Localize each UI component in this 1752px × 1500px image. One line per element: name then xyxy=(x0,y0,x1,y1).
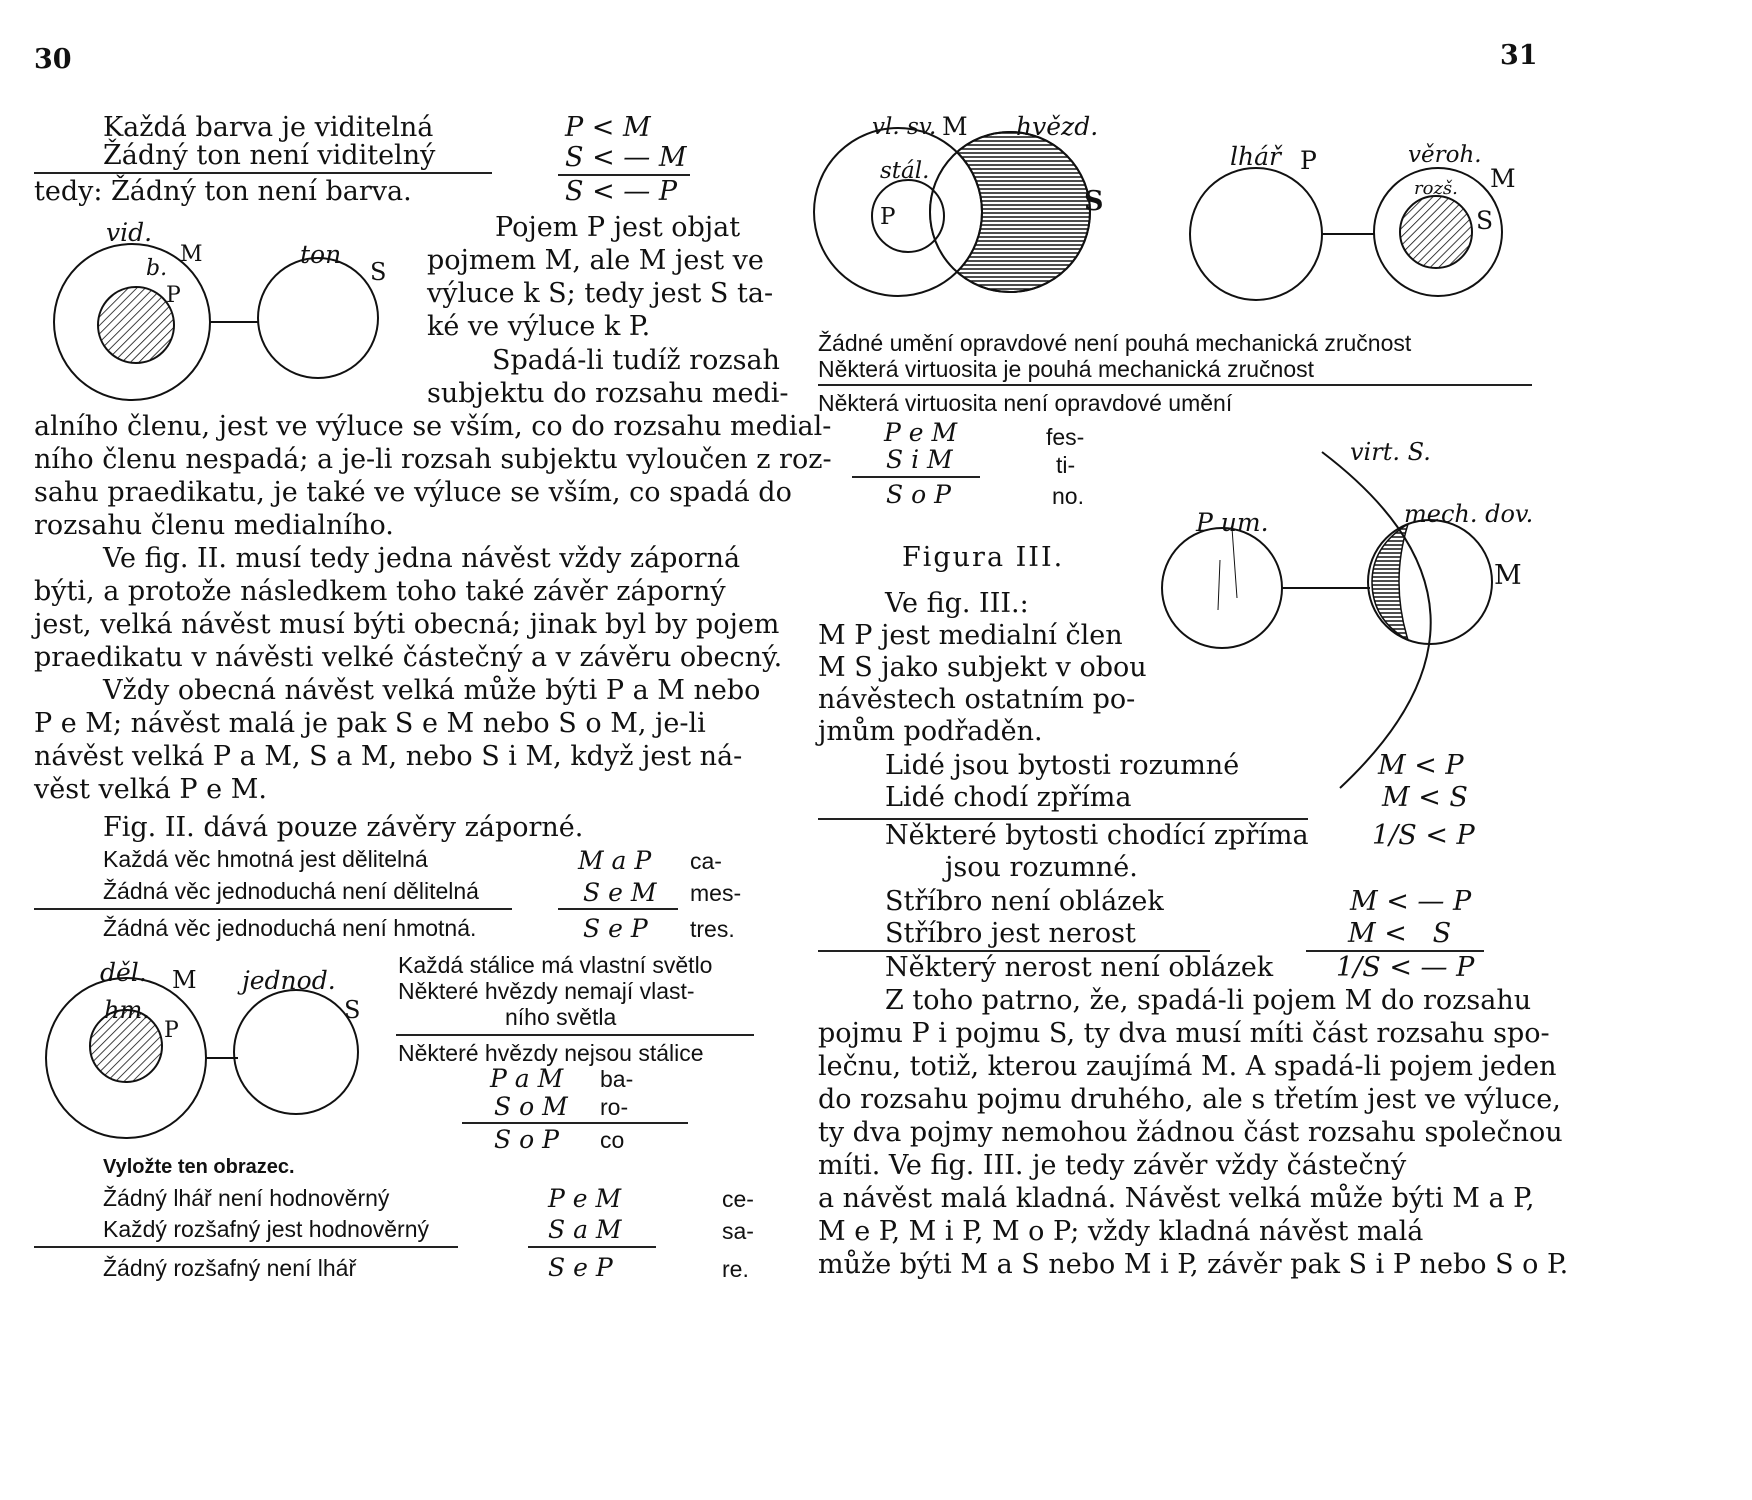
diag1-label-vid: vid. xyxy=(106,218,153,247)
syl1-premise-minor: Žádný ton není viditelný xyxy=(103,140,436,171)
syl5-conclusion: Některá virtuosita není opravdové umění xyxy=(818,390,1233,416)
para5-line-9: může býti M a S nebo M i P, závěr pak S i P nebo S o P. xyxy=(818,1249,1569,1280)
para3-line-4: praedikatu v návěsti velké částečný a v závěru obecný. xyxy=(34,642,783,673)
syl5-formula-3: S o P xyxy=(886,480,951,509)
syl4-mnemonic-3: re. xyxy=(722,1256,749,1282)
syl3-formula-1: P a M xyxy=(490,1064,564,1093)
syl2-formula-1: M a P xyxy=(578,846,652,875)
syl7-premise-major: Stříbro není oblázek xyxy=(885,886,1164,917)
para2-line-2: subjektu do rozsahu medi- xyxy=(427,378,789,409)
syl7-premise-minor: Stříbro jest nerost xyxy=(885,918,1136,949)
syl7-conclusion: Některý nerost není oblázek xyxy=(885,952,1274,983)
syl5-premise-minor: Některá virtuosita je pouhá mechanická zručnost xyxy=(818,356,1315,382)
diag1-label-M: M xyxy=(180,242,203,267)
syl6-formula-1: M < P xyxy=(1378,750,1464,781)
diag5-label-virt: virt. S. xyxy=(1350,438,1431,466)
syl5-mnemonic-2: ti- xyxy=(1056,452,1076,478)
diag5-label-M: M xyxy=(1494,560,1522,591)
fig3-line-4: jmům podřaděn. xyxy=(818,716,1043,747)
para4-line-4: věst velká P e M. xyxy=(34,774,267,805)
syl4-formula-1: P e M xyxy=(548,1184,622,1213)
para5-line-1: Z toho patrno, že, spadá-li pojem M do rozsahu xyxy=(885,985,1532,1016)
syl1-premise-major: Každá barva je viditelná xyxy=(103,112,434,143)
syl1-conclusion: tedy: Žádný ton není barva. xyxy=(34,176,412,207)
syl4-mnemonic-1: ce- xyxy=(722,1186,754,1212)
diag2-label-hm: hm. xyxy=(104,996,150,1024)
diag3-label-vlsv: vl. sv. xyxy=(872,114,937,140)
syl4-premise-major: Žádný lhář není hodnověrný xyxy=(103,1185,390,1211)
diag4-label-veroh: věroh. xyxy=(1408,142,1482,168)
para2-line-3: alního členu, jest ve výluce se vším, co do rozsahu medial- xyxy=(34,411,832,442)
syl3-mnemonic-1: ba- xyxy=(600,1066,634,1092)
diag1-label-ton: ton xyxy=(300,240,342,269)
page-number-right: 31 xyxy=(1500,40,1538,71)
syl5-mnemonic-3: no. xyxy=(1052,483,1084,509)
diag2-label-S: S xyxy=(344,996,361,1024)
diag4-label-M: M xyxy=(1490,164,1516,193)
syl2-mnemonic-1: ca- xyxy=(690,848,722,874)
fig2-heading: Fig. II. dává pouze závěry záporné. xyxy=(103,812,584,843)
syl4-formula-3: S e P xyxy=(548,1253,613,1282)
syl2-premise-minor: Žádná věc jednoduchá není dělitelná xyxy=(103,878,479,904)
diag5-label-Pum: P um. xyxy=(1196,508,1269,537)
para1-line-4: ké ve výluce k P. xyxy=(427,311,651,342)
diagram-3 xyxy=(814,128,1090,296)
syl3-conclusion: Některé hvězdy nejsou stálice xyxy=(398,1040,704,1066)
diag4-label-lhar: lhář xyxy=(1230,142,1281,171)
para5-line-7: a návěst malá kladná. Návěst velká může býti M a P, xyxy=(818,1183,1535,1214)
exercise-instruction: Vyložte ten obrazec. xyxy=(103,1156,295,1178)
syl3-formula-3: S o P xyxy=(494,1125,559,1154)
para3-line-1: Ve fig. II. musí tedy jedna návěst vždy záporná xyxy=(103,543,741,574)
para5-line-2: pojmu P i pojmu S, ty dva musí míti část rozsahu spo- xyxy=(818,1018,1550,1049)
page-number-left: 30 xyxy=(34,44,72,75)
syl4-formula-2: S a M xyxy=(548,1215,622,1244)
syl2-mnemonic-2: mes- xyxy=(690,880,742,906)
para1-line-3: výluce k S; tedy jest S ta- xyxy=(427,278,774,309)
syl3-premise-minor: Některé hvězdy nemají vlast- xyxy=(398,978,695,1004)
diag1-label-b: b. xyxy=(146,256,168,281)
syl6-conclusion: Některé bytosti chodící zpříma xyxy=(885,820,1309,851)
fig3-line-2: M S jako subjekt v obou xyxy=(818,652,1147,683)
para1-line-1: Pojem P jest objat xyxy=(495,212,741,243)
syl7-formula-2: M < S xyxy=(1348,918,1452,949)
syl4-conclusion: Žádný rozšafný není lhář xyxy=(103,1255,357,1281)
syl2-conclusion: Žádná věc jednoduchá není hmotná. xyxy=(103,915,477,941)
para5-line-8: M e P, M i P, M o P; vždy kladná návěst malá xyxy=(818,1216,1424,1247)
diag5-label-mech: mech. dov. xyxy=(1404,500,1534,528)
para4-line-3: návěst velká P a M, S a M, nebo S i M, když jest ná- xyxy=(34,741,743,772)
para5-line-4: do rozsahu pojmu druhého, ale s třetím jest ve výluce, xyxy=(818,1084,1561,1115)
syl5-formula-1: P e M xyxy=(884,418,958,447)
syl3-formula-2: S o M xyxy=(494,1092,568,1121)
para5-line-3: lečnu, totiž, kterou zaujímá M. A spadá-li pojem jeden xyxy=(818,1051,1557,1082)
diag3-label-P: P xyxy=(880,204,896,230)
diag2-label-M: M xyxy=(172,966,197,994)
diag2-label-del: děl. xyxy=(100,958,147,987)
syl5-mnemonic-1: fes- xyxy=(1046,424,1085,450)
para4-line-2: P e M; návěst malá je pak S e M nebo S o M, je-li xyxy=(34,708,706,739)
diag3-label-S: S xyxy=(1084,186,1104,217)
diagram-2 xyxy=(46,978,361,1138)
para5-line-5: ty dva pojmy nemohou žádnou část rozsahu společnou xyxy=(818,1117,1563,1148)
figure-caption: Figura III. xyxy=(902,542,1065,573)
syl1-formula-2: S < — M xyxy=(565,142,687,173)
diag1-label-P: P xyxy=(166,283,181,308)
para2-line-1: Spadá-li tudíž rozsah xyxy=(492,345,780,376)
syl3-premise-major: Každá stálice má vlastní světlo xyxy=(398,952,713,978)
syl3-premise-minor-cont: ního světla xyxy=(505,1004,617,1030)
diag4-label-S: S xyxy=(1476,206,1494,235)
syl6-formula-2: M < S xyxy=(1382,782,1468,813)
syl5-premise-major: Žádné umění opravdové není pouhá mechanická zručnost xyxy=(818,330,1412,356)
syl2-formula-3: S e P xyxy=(583,914,648,943)
syl4-mnemonic-2: sa- xyxy=(722,1218,754,1244)
syl6-formula-3: 1/S < P xyxy=(1372,820,1475,851)
syl7-formula-1: M < — P xyxy=(1350,886,1472,917)
diag1-label-S: S xyxy=(370,258,387,286)
fig3-line-1: M P jest medialní člen xyxy=(818,620,1123,651)
para2-line-6: rozsahu členu medialního. xyxy=(34,510,394,541)
diag3-label-hvezd: hvězd. xyxy=(1016,112,1099,141)
para2-line-5: sahu praedikatu, je také ve výluce se vším, co spadá do xyxy=(34,477,792,508)
para5-line-6: míti. Ve fig. III. je tedy závěr vždy částečný xyxy=(818,1150,1407,1181)
para3-line-3: jest, velká návěst musí býti obecná; jinak byl by pojem xyxy=(34,609,780,640)
diag3-label-stal: stál. xyxy=(880,158,930,184)
para4-line-1: Vždy obecná návěst velká může býti P a M nebo xyxy=(103,675,761,706)
para2-line-4: ního členu nespadá; a je-li rozsah subjektu vyloučen z roz- xyxy=(34,444,832,475)
syl2-formula-2: S e M xyxy=(583,878,657,907)
syl5-formula-2: S i M xyxy=(886,445,953,474)
diag4-label-P: P xyxy=(1300,146,1317,175)
syl6-premise-minor: Lidé chodí zpříma xyxy=(885,782,1132,813)
fig3-intro: Ve fig. III.: xyxy=(885,588,1029,619)
para3-line-2: býti, a protože následkem toho také závěr záporný xyxy=(34,576,726,607)
diag2-label-P: P xyxy=(164,1018,179,1043)
syl1-formula-1: P < M xyxy=(565,112,651,143)
diag3-label-M: M xyxy=(942,112,968,141)
syl6-premise-major: Lidé jsou bytosti rozumné xyxy=(885,750,1240,781)
syl2-mnemonic-3: tres. xyxy=(690,916,735,942)
syl3-mnemonic-3: co xyxy=(600,1127,625,1153)
diag2-label-jednod: jednod. xyxy=(242,966,336,995)
syl6-conclusion-cont: jsou rozumné. xyxy=(945,852,1138,883)
syl7-formula-3: 1/S < — P xyxy=(1336,952,1475,983)
syl3-mnemonic-2: ro- xyxy=(600,1094,629,1120)
diag4-label-rozs: rozš. xyxy=(1414,178,1458,199)
fig3-line-3: návěstech ostatním po- xyxy=(818,684,1136,715)
syl1-formula-3: S < — P xyxy=(565,176,678,207)
para1-line-2: pojmem M, ale M jest ve xyxy=(427,245,764,276)
syl2-premise-major: Každá věc hmotná jest dělitelná xyxy=(103,846,428,872)
syl4-premise-minor: Každý rozšafný jest hodnověrný xyxy=(103,1216,430,1242)
